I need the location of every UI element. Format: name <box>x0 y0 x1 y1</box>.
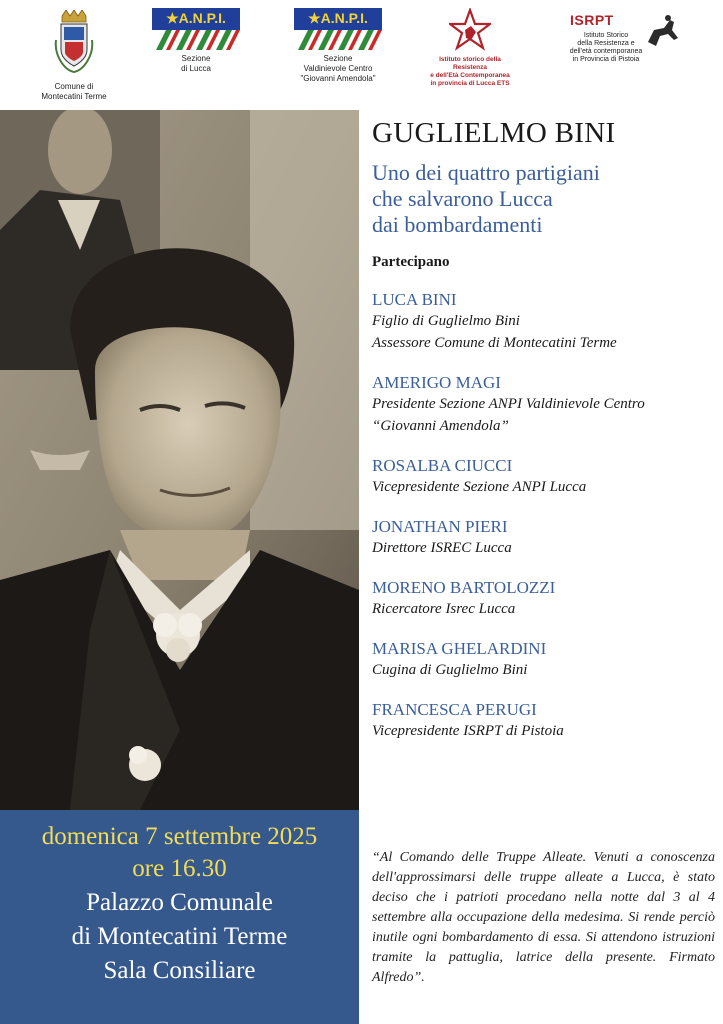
participant-role: Presidente Sezione ANPI Valdinievole Centro <box>372 396 645 412</box>
participant <box>372 372 717 437</box>
participant <box>372 516 717 559</box>
isrpt-logo <box>548 12 688 70</box>
isrec-logo <box>422 8 518 88</box>
isrpt-wordmark: ISRPT <box>570 12 614 28</box>
event-info-panel <box>0 810 359 1024</box>
participant-name: ROSALBA CIUCCI <box>372 456 513 475</box>
participant-role: Figlio di Guglielmo Bini <box>372 313 520 329</box>
participant-role: Direttore ISREC Lucca <box>372 540 512 556</box>
anpi-valdinievole-logo <box>288 8 388 84</box>
participant <box>372 638 717 681</box>
event-place-line-2: di Montecatini Terme <box>71 923 288 950</box>
isrpt-caption-2: della Resistenza e <box>577 40 635 47</box>
participant-name: LUCA BINI <box>372 290 457 309</box>
participant-role: Assessore Comune di Montecatini Terme <box>372 335 617 351</box>
participant-role: Vicepresidente ISRPT di Pistoia <box>372 723 564 739</box>
event-date: domenica 7 settembre 2025 <box>41 823 318 850</box>
event-place-line-1: Palazzo Comunale <box>86 889 273 916</box>
anpi-valdinievole-caption-1: Sezione <box>323 54 353 63</box>
participant-role: Ricercatore Isrec Lucca <box>372 601 516 617</box>
subtitle <box>372 160 717 238</box>
coat-of-arms-icon <box>54 10 94 78</box>
isrpt-caption-1: Istituto Storico <box>583 32 629 39</box>
participant-role: “Giovanni Amendola” <box>372 418 509 434</box>
anpi-valdinievole-caption-3: "Giovanni Amendola" <box>300 74 376 83</box>
anpi-valdinievole-caption-2: Valdinievole Centro <box>303 64 373 73</box>
participant-name: MARISA GHELARDINI <box>372 639 547 658</box>
anpi-lucca-caption-2: di Lucca <box>181 64 211 73</box>
anpi-badge-icon <box>152 8 240 50</box>
isrpt-caption-4: in Provincia di Pistoia <box>572 56 640 63</box>
anpi-lucca-caption-1: Sezione <box>181 54 211 63</box>
participant-role: Vicepresidente Sezione ANPI Lucca <box>372 479 587 495</box>
participant <box>372 289 717 354</box>
event-time: ore 16.30 <box>132 855 227 882</box>
logo-row <box>0 0 723 108</box>
page-title: GUGLIELMO BINI <box>372 117 616 149</box>
right-column <box>372 116 717 742</box>
isrec-caption-3: in provincia di Lucca ETS <box>430 80 510 87</box>
isrec-caption-2: e dell'Età Contemporanea <box>430 72 510 79</box>
participant-name: AMERIGO MAGI <box>372 373 501 392</box>
isrpt-caption-3: dell'età contemporanea <box>569 48 643 55</box>
comune-caption-1: Comune di <box>54 82 94 91</box>
anpi-badge-icon <box>294 8 382 50</box>
isrec-caption-1: Istituto storico della Resistenza <box>439 56 501 71</box>
participant <box>372 455 717 498</box>
subtitle-line-3: dai bombardamenti <box>372 212 543 237</box>
svg-text:★A.N.P.I.: ★A.N.P.I. <box>308 10 368 26</box>
comune-caption-2: Montecatini Terme <box>41 92 107 101</box>
participant-name: JONATHAN PIERI <box>372 517 508 536</box>
subtitle-line-2: che salvarono Lucca <box>372 186 553 211</box>
subtitle-line-1: Uno dei quattro partigiani <box>372 160 600 185</box>
participant-name: FRANCESCA PERUGI <box>372 700 537 719</box>
anpi-lucca-logo <box>150 8 242 74</box>
participant <box>372 577 717 620</box>
participant-name: MORENO BARTOLOZZI <box>372 578 556 597</box>
participants-heading: Partecipano <box>372 254 450 270</box>
participant-role: Cugina di Guglielmo Bini <box>372 662 528 678</box>
comune-logo <box>30 10 118 102</box>
event-place-line-3: Sala Consiliare <box>103 957 256 984</box>
participant <box>372 699 717 742</box>
portrait-photo <box>0 110 359 810</box>
svg-text:★A.N.P.I.: ★A.N.P.I. <box>166 10 226 26</box>
red-star-icon <box>449 8 491 52</box>
historical-quote: “Al Comando delle Truppe Alleate. Venuti a conoscenza dell'approssimarsi delle truppe alleate a Lucca, è stato deciso che i patrioti procedano nella notte dal 3 al 4 settembre alla occupazione della medesima. Si rende perciò inutile ogni bombardamento di essa. Si attendono istruzioni tramite la pattuglia, latrice della presente. Firmato Alfredo”. <box>372 850 715 985</box>
